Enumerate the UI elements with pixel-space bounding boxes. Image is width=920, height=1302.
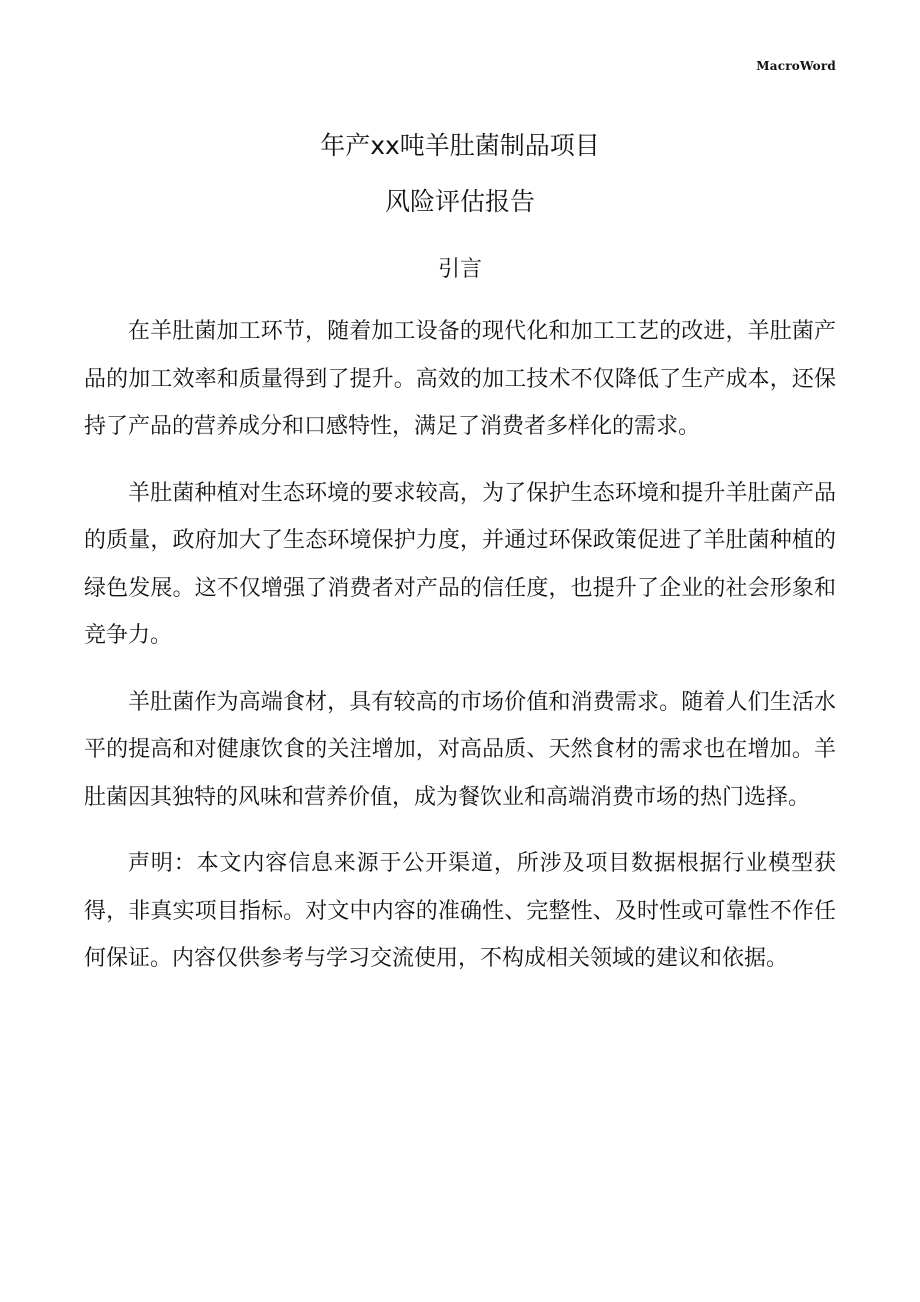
- section-heading: 引言: [437, 257, 482, 282]
- paragraph-processing: 在羊肚菌加工环节，随着加工设备的现代化和加工工艺的改进，羊肚菌产品的加工效率和质量得到了提升。高效的加工技术不仅降低了生产成本，还保持了产品的营养成分和口感特性，满足了消费者多样化的需求。: [84, 319, 836, 439]
- paragraph-ecology: 羊肚菌种植对生态环境的要求较高，为了保护生态环境和提升羊肚菌产品的质量，政府加大了生态环境保护力度，并通过环保政策促进了羊肚菌种植的绿色发展。这不仅增强了消费者对产品的信任度，也提升了企业的社会形象和竞争力。: [84, 480, 836, 648]
- header-brand: MacroWord: [756, 59, 836, 73]
- title-line-2: 风险评估报告: [384, 187, 535, 216]
- paragraph-disclaimer: 声明：本文内容信息来源于公开渠道，所涉及项目数据根据行业模型获得，非真实项目指标。对文中内容的准确性、完整性、及时性或可靠性不作任何保证。内容仅供参考与学习交流使用，不构成相关领域的建议和依据。: [84, 851, 836, 971]
- body-text: [84, 308, 836, 1002]
- paragraph-market: 羊肚菌作为高端食材，具有较高的市场价值和消费需求。随着人们生活水平的提高和对健康饮食的关注增加，对高品质、天然食材的需求也在增加。羊肚菌因其独特的风味和营养价值，成为餐饮业和高端消费市场的热门选择。: [84, 689, 836, 810]
- document-title: [0, 118, 920, 230]
- title-line-1: 年产xx吨羊肚菌制品项目: [320, 131, 600, 160]
